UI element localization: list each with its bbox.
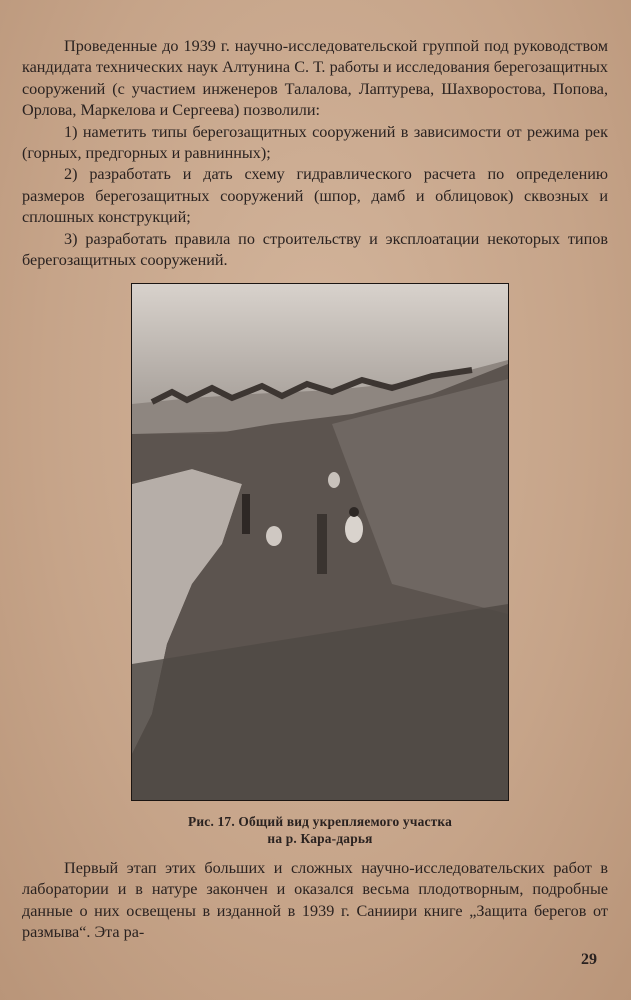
paragraph-intro: Проведенные до 1939 г. научно-исследовательской группой под руководством кандидата технических наук Алтунина С. Т. работы и исследования берегозащитных сооружений (с участием инженеров Талалова, Лаптурева, Шахворостова, Попова, Орлова, Маркелова и Сергеева) позволили:: [22, 37, 608, 120]
paragraph-stage: Первый этап этих больших и сложных научно-исследовательских работ в лаборатории и в натуре закончен и оказался весьма плодотворным, подробные данные о них освещены в изданной в 1939 г. Саниири книге „Защита берегов от размыва“. Эта ра-: [22, 859, 608, 942]
bottom-text: [22, 858, 608, 944]
riverbank-photo: [132, 284, 508, 800]
figure-caption: [131, 814, 509, 848]
caption-line-1: Рис. 17. Общий вид укрепляемого участка: [188, 814, 452, 829]
figure-photo: [131, 283, 509, 801]
top-text: [22, 36, 608, 271]
paragraph-item-2: 2) разработать и дать схему гидравлического расчета по определению размеров берегозащитных сооружений (шпор, дамб и облицовок) сквозных и сплошных конструкций;: [22, 165, 608, 227]
paragraph-item-1: 1) наметить типы берегозащитных сооружений в зависимости от режима рек (горных, предгорных и равнинных);: [22, 122, 608, 163]
paragraph-item-3: 3) разработать правила по строительству и эксплоатации некоторых типов берегозащитных сооружений.: [22, 229, 608, 270]
caption-line-2: на р. Кара-дарья: [267, 830, 373, 846]
page-number: 29: [581, 951, 597, 968]
